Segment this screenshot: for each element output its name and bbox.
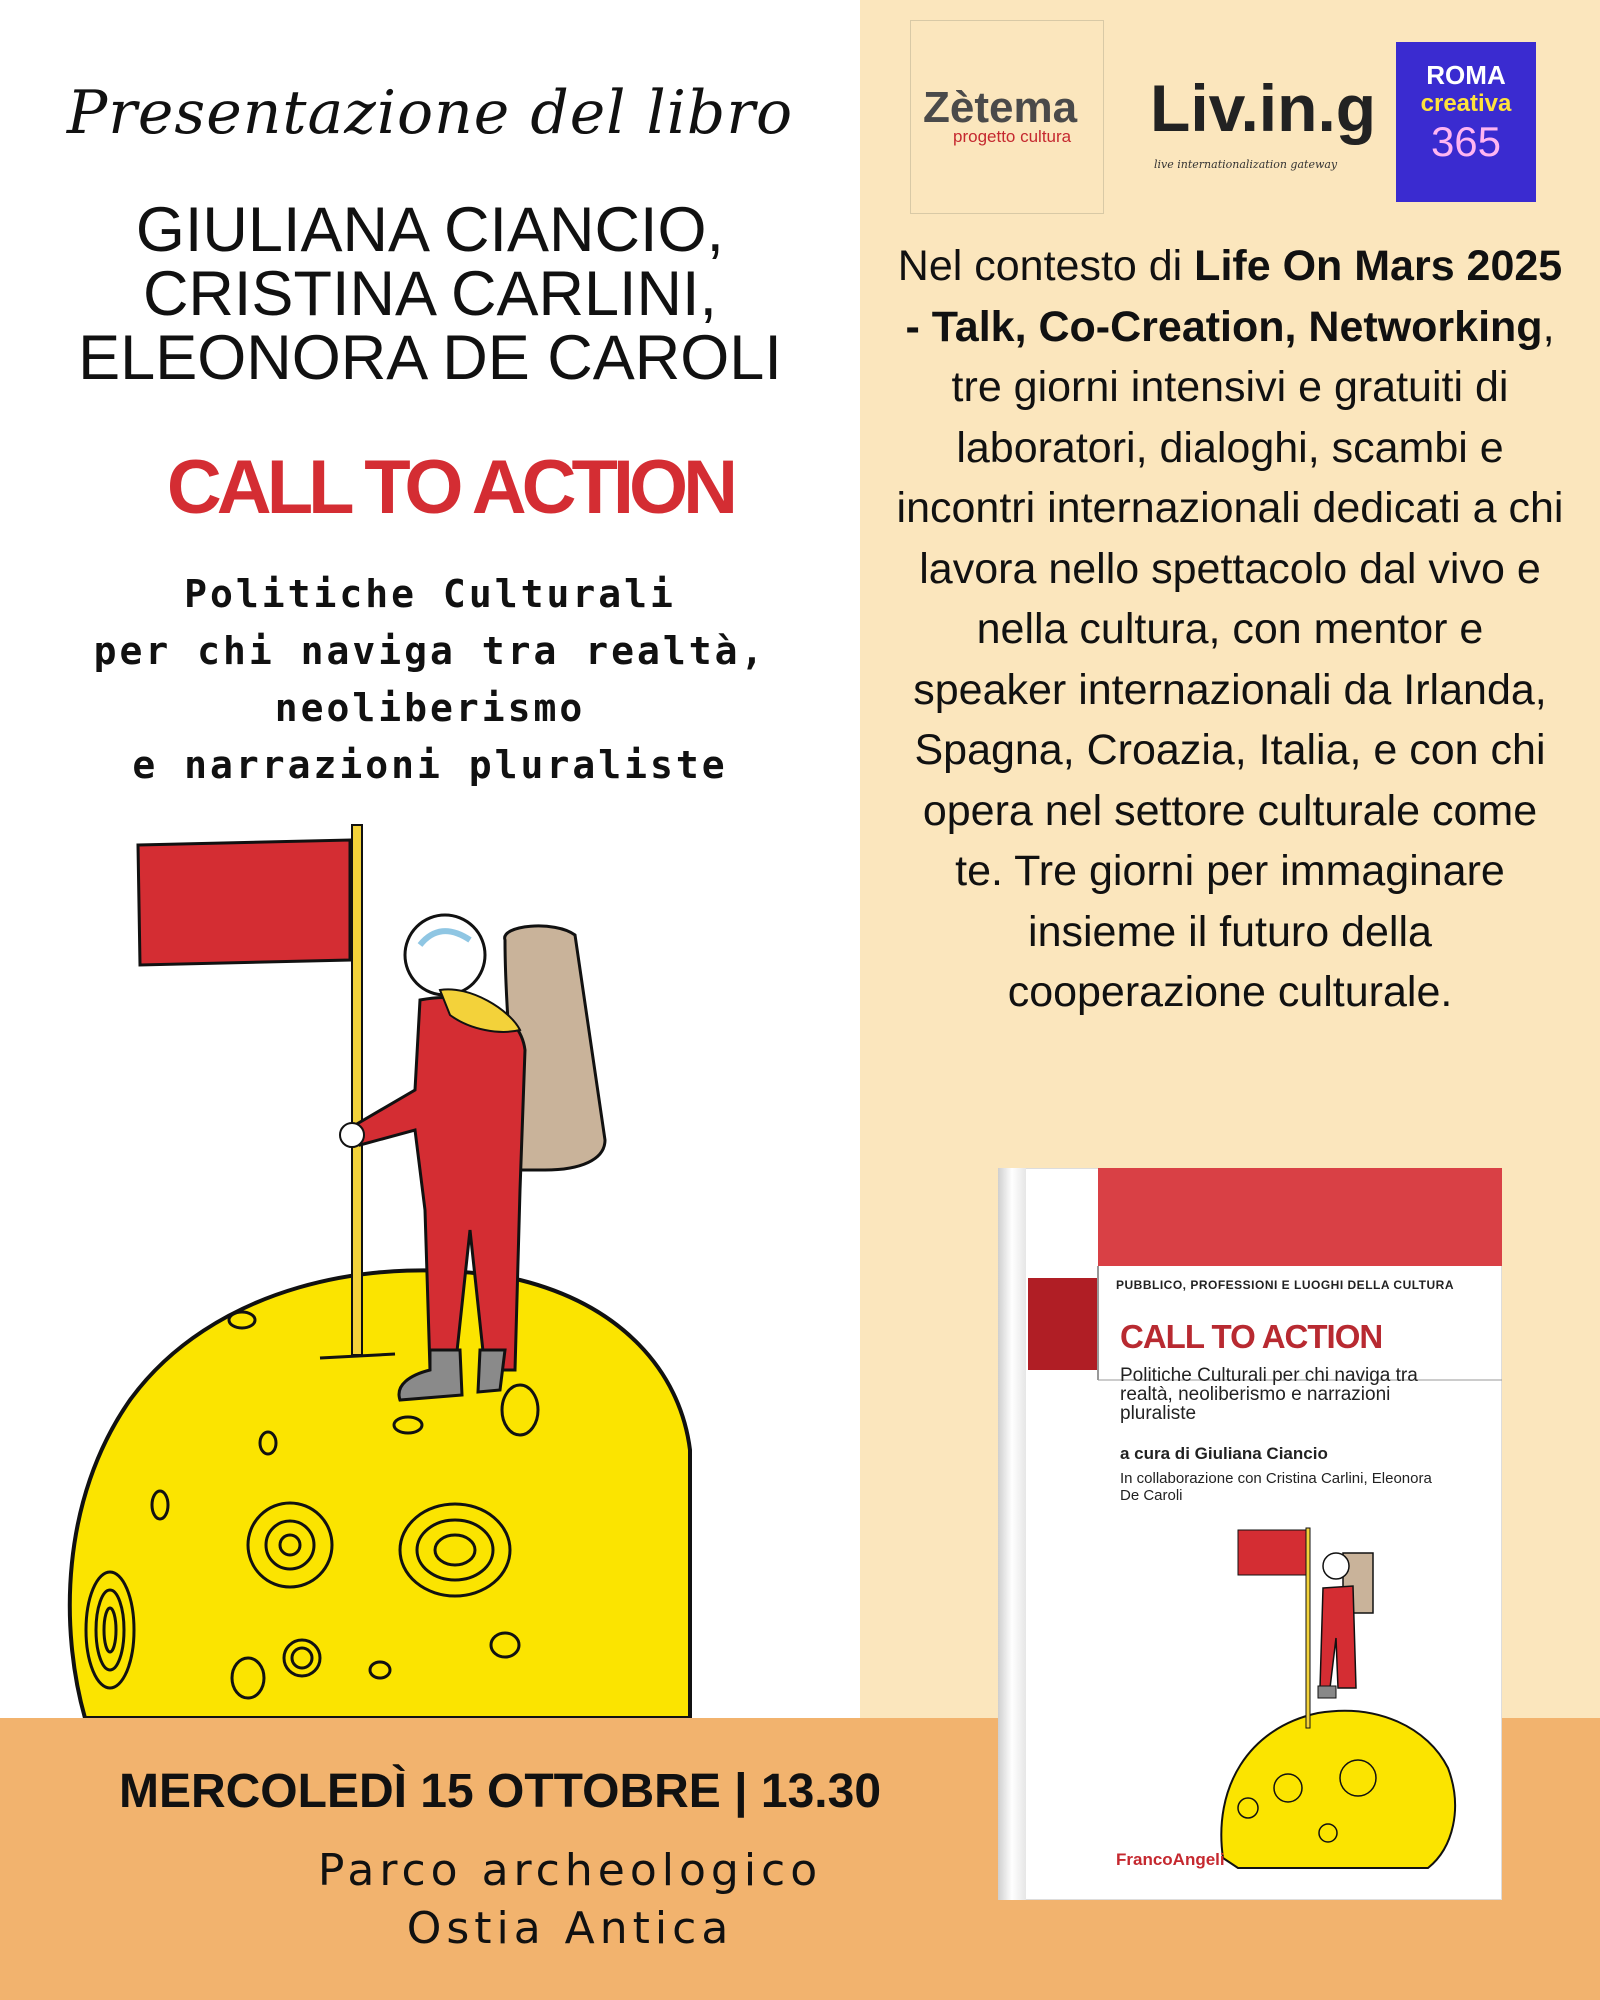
subtitle-line: Politiche Culturali <box>184 572 676 616</box>
subtitle-line: neoliberismo <box>274 686 586 730</box>
roma-line-3: 365 <box>1430 118 1502 165</box>
subtitle-line: e narrazioni pluraliste <box>132 743 728 787</box>
roma-creativa-logo <box>1396 42 1536 202</box>
description-body: tre giorni intensivi e gratuiti di laboratori, dialoghi, scambi e incontri internazionali dedicati a chi lavora nello spettacolo dal vivo e nella cultura, con mentor e speaker internazionali da Irlanda, Spagna, Croazia, Italia, e con chi opera nel settore culturale come te. Tre giorni per immaginare insieme il futuro della cooperazione culturale. <box>896 363 1564 1016</box>
living-tagline: live internationalization gateway <box>1154 158 1338 171</box>
book-cover <box>998 1168 1502 1900</box>
book-series: PUBBLICO, PROFESSIONI E LUOGHI DELLA CULTURA <box>1116 1278 1455 1292</box>
roma-line-1: ROMA <box>1426 60 1506 90</box>
location-line: Ostia Antica <box>406 1903 734 1954</box>
event-name: Life On Mars 2025 - Talk, Co-Creation, Networking <box>905 242 1563 351</box>
author-name: GIULIANA CIANCIO, <box>135 195 725 265</box>
event-description <box>895 236 1565 1023</box>
event-date-time: MERCOLEDÌ 15 OTTOBRE | 13.30 <box>118 1765 882 1818</box>
description-intro: Nel contesto di <box>897 242 1195 290</box>
hand <box>340 1123 364 1147</box>
astronaut-moon-illustration <box>0 810 860 1718</box>
living-name: Liv.in.g <box>1150 71 1377 145</box>
helmet <box>405 915 485 995</box>
zetema-logo <box>910 20 1104 214</box>
zetema-name: Zètema <box>923 83 1078 132</box>
red-flag <box>138 840 350 965</box>
book-cover-title: CALL TO ACTION <box>1120 1318 1383 1355</box>
flag-pole <box>352 825 362 1355</box>
presentation-heading: Presentazione del libro <box>66 78 794 148</box>
author-name: ELEONORA DE CAROLI <box>78 323 782 393</box>
book-title: CALL TO ACTION <box>166 445 734 530</box>
right-boot <box>478 1350 505 1392</box>
book-cover-subtitle: Politiche Culturali per chi naviga tra realtà, neoliberismo e narrazioni pluraliste <box>1120 1365 1418 1424</box>
event-location <box>290 1842 850 1958</box>
authors-block <box>0 195 860 393</box>
living-logo <box>1150 70 1377 190</box>
book-editor: a cura di Giuliana Ciancio <box>1120 1444 1328 1463</box>
location-line: Parco archeologico <box>317 1845 823 1896</box>
moon-shape <box>70 1270 690 1718</box>
book-collaboration: In collaborazione con Cristina Carlini, Eleonora De Caroli <box>1120 1470 1432 1504</box>
roma-line-2: creativa <box>1420 90 1512 117</box>
book-publisher: FrancoAngeli <box>1116 1850 1225 1869</box>
book-subtitle <box>0 566 860 794</box>
description-comma: , <box>1542 302 1555 351</box>
author-name: CRISTINA CARLINI, <box>142 259 718 329</box>
partner-logos <box>910 20 1570 200</box>
subtitle-line: per chi naviga tra realtà, <box>93 629 767 673</box>
zetema-tagline: progetto cultura <box>953 127 1072 146</box>
